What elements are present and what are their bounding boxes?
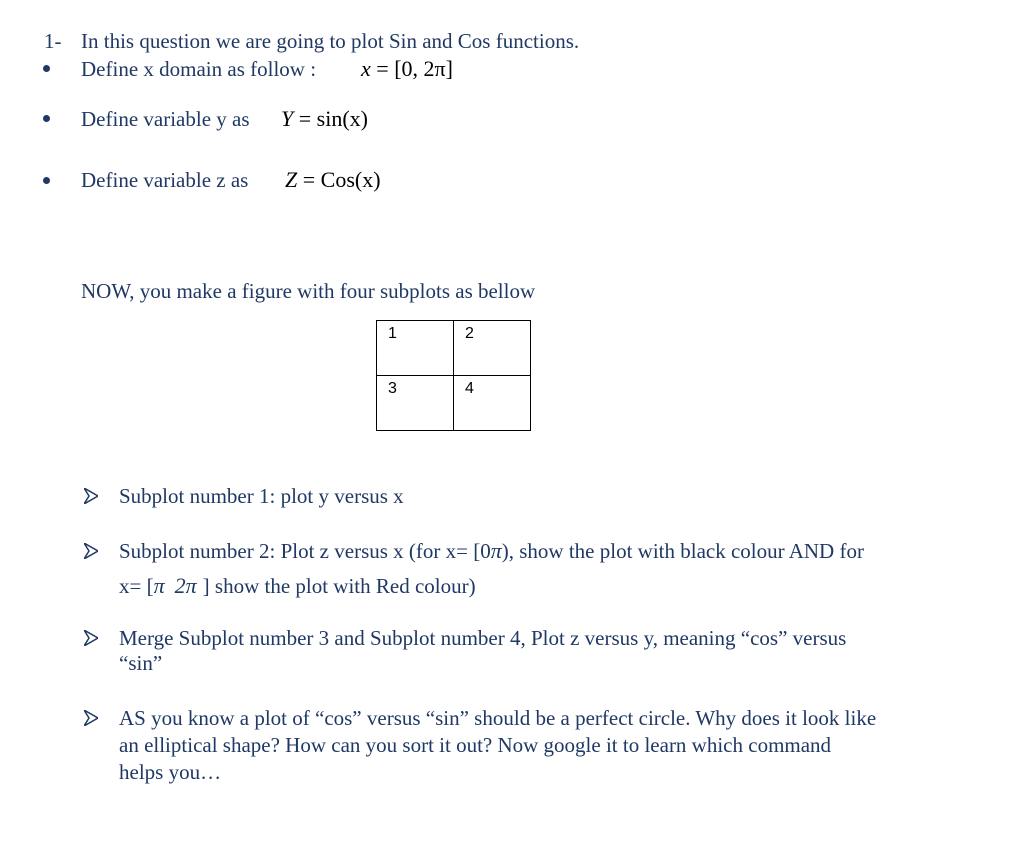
math-equals: = bbox=[376, 56, 389, 81]
task-subplot-1: Subplot number 1: plot y versus x bbox=[119, 484, 404, 508]
subplot-cell: 3 bbox=[377, 376, 454, 431]
bullet-dot bbox=[43, 115, 50, 122]
math-rhs: [0, 2π] bbox=[394, 56, 453, 81]
task-merge-line2: “sin” bbox=[119, 651, 163, 675]
math-lhs: Z bbox=[285, 167, 298, 192]
task-text: x= [ bbox=[119, 574, 154, 598]
now-instruction: NOW, you make a figure with four subplots as bellow bbox=[81, 279, 536, 303]
task-circle-line2: an elliptical shape? How can you sort it out? Now google it to learn which command bbox=[119, 733, 832, 757]
question-intro: In this question we are going to plot Sin and Cos functions. bbox=[81, 29, 580, 53]
bullet-dot bbox=[43, 65, 50, 72]
task-text: ), show the plot with black colour AND for bbox=[501, 539, 864, 563]
pi-symbol: π bbox=[153, 573, 165, 598]
math-lhs: Y bbox=[281, 106, 294, 131]
math-lhs: x bbox=[361, 56, 371, 81]
math-equals: = bbox=[298, 106, 312, 131]
y-equation bbox=[281, 106, 368, 132]
task-circle-line3: helps you… bbox=[119, 760, 222, 784]
arrow-bullet-icon bbox=[84, 710, 98, 726]
bullet-y-label: Define variable y as bbox=[81, 107, 250, 131]
subplot-cell: 1 bbox=[377, 321, 454, 376]
task-subplot-2-line1 bbox=[119, 538, 864, 564]
question-number: 1- bbox=[44, 29, 62, 53]
two-pi-symbol: 2π bbox=[174, 573, 197, 598]
arrow-bullet-icon bbox=[84, 488, 98, 504]
task-merge-line1: Merge Subplot number 3 and Subplot number 4, Plot z versus y, meaning “cos” versus bbox=[119, 626, 847, 650]
subplot-grid bbox=[376, 320, 531, 431]
task-text: Subplot number 2: Plot z versus x (for x= [0 bbox=[119, 539, 491, 563]
z-equation bbox=[285, 167, 381, 193]
pi-symbol: π bbox=[490, 538, 502, 563]
arrow-bullet-icon bbox=[84, 630, 98, 646]
math-rhs: Cos(x) bbox=[320, 167, 381, 192]
subplot-cell: 4 bbox=[454, 376, 531, 431]
math-rhs: sin(x) bbox=[316, 106, 368, 131]
arrow-bullet-icon bbox=[84, 543, 98, 559]
task-subplot-2-line2 bbox=[119, 573, 476, 599]
task-text: ] show the plot with Red colour) bbox=[202, 574, 476, 598]
x-domain-equation bbox=[361, 56, 453, 82]
bullet-dot bbox=[43, 177, 50, 184]
task-circle-line1: AS you know a plot of “cos” versus “sin” should be a perfect circle. Why does it look like bbox=[119, 706, 877, 730]
bullet-z-label: Define variable z as bbox=[81, 168, 249, 192]
math-equals: = bbox=[302, 167, 316, 192]
bullet-x-domain-label: Define x domain as follow : bbox=[81, 57, 317, 81]
subplot-cell: 2 bbox=[454, 321, 531, 376]
